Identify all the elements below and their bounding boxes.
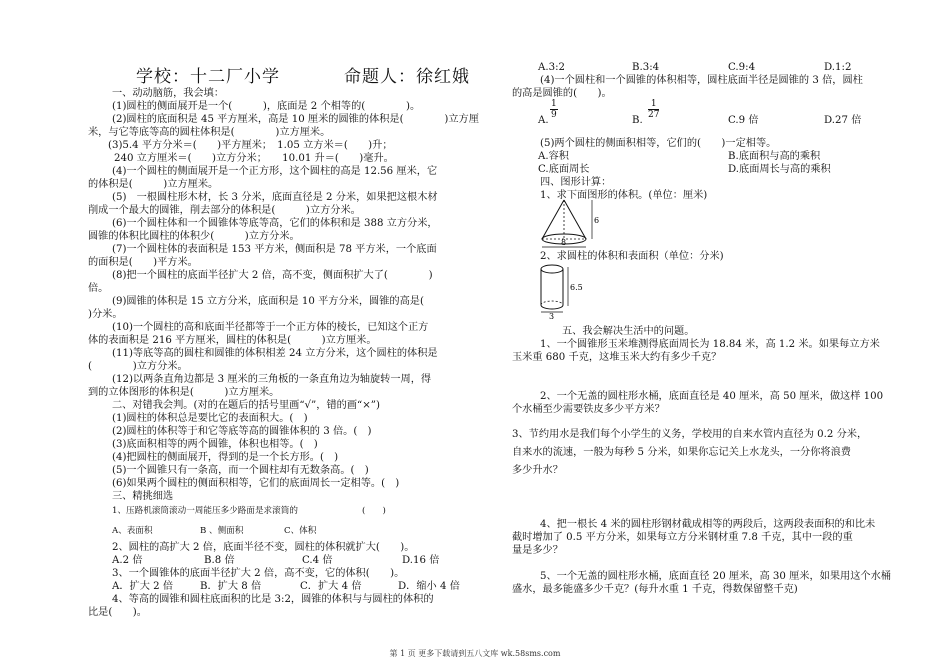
section-2-heading: 二、对错我会判。(对的在题后的括号里画“√”，错的画“×”) bbox=[112, 400, 380, 411]
fill-q12-line1: (12)以两条直角边都是 3 厘米的三角板的一条直角边为轴旋转一周，得 bbox=[112, 374, 432, 385]
fill-q6-line2: 圆锥的体积比圆柱的体积少( )立方分米。 bbox=[88, 231, 300, 242]
cone-figure bbox=[534, 198, 604, 250]
problem-1-line2: 玉米重 680 千克，这堆玉米大约有多少千克？ bbox=[512, 352, 722, 363]
problem-3-line1: 3、节约用水是我们每个小学生的义务，学校用的自来水管内直径为 0.2 分米， bbox=[512, 429, 868, 440]
choice-q4-option-b: B.3:4 bbox=[632, 62, 660, 73]
choice-q6-option-d: D.底面周长与高的乘积 bbox=[728, 164, 831, 175]
fill-q11-line1: (11)等底等高的圆柱和圆锥的体积相差 24 立方分米，这个圆柱的体积是 bbox=[112, 348, 438, 359]
choice-q5-option-a-fraction bbox=[550, 99, 558, 120]
choice-q3-option-a: A．扩大 2 倍 bbox=[112, 581, 174, 592]
section-4-heading: 四、图形计算： bbox=[540, 177, 612, 188]
choice-q6: (5)两个圆柱的侧面积相等，它们的( )一定相等。 bbox=[540, 138, 777, 149]
figure-q2: 2、求圆柱的体积和表面积（单位：分米) bbox=[540, 251, 724, 262]
fill-q2-line2: 米，与它等底等高的圆柱体积是( )立方厘米。 bbox=[88, 127, 331, 138]
choice-q5-option-b-fraction bbox=[648, 99, 659, 120]
choice-q2-option-b: B.8 倍 bbox=[204, 555, 235, 566]
fill-q5-line1: (5) 一根圆柱形木材，长 3 分米，底面直径是 2 分米，如果把这根木材 bbox=[112, 192, 438, 203]
choice-q4-option-c: C.9:4 bbox=[728, 62, 756, 73]
choice-q6-option-c: C.底面周长 bbox=[538, 164, 590, 175]
choice-q2: 2、圆柱的高扩大 2 倍，底面半径不变，圆柱的体积就扩大( )。 bbox=[112, 542, 415, 553]
choice-q1-option-b: B 、侧面积 bbox=[200, 526, 244, 536]
problem-2-line2: 个水桶至少需要铁皮多少平方米？ bbox=[512, 404, 665, 415]
choice-q3-option-c: C．扩大 4 倍 bbox=[300, 581, 362, 592]
fraction-numerator: 1 bbox=[648, 99, 659, 110]
fill-q1: (1)圆柱的侧面展开是一个( )，底面是 2 个相等的( )。 bbox=[112, 101, 421, 112]
fill-q10-line2: 体的表面积是 216 平方厘米，圆柱的体积是( )立方厘米。 bbox=[88, 335, 377, 346]
judge-q1: (1)圆柱的体积总是要比它的表面积大。( ) bbox=[112, 413, 308, 424]
section-3-heading: 三、精挑细选 bbox=[112, 491, 174, 502]
fill-q11-line2: ( )立方分米。 bbox=[88, 361, 188, 372]
fill-q4-line1: (4)一个圆柱的侧面展开是一个正方形，这个圆柱的高是 12.56 厘米，它 bbox=[112, 166, 438, 177]
fill-q9-line2: )分米。 bbox=[88, 309, 123, 320]
choice-q3: 3、一个圆锥体的底面半径扩大 2 倍，高不变，它的体积( )。 bbox=[112, 568, 405, 579]
problem-5-line1: 5、一个无盖的圆柱形水桶，底面直径 20 厘米，高 30 厘米，如果用这个水桶 bbox=[540, 571, 891, 582]
page-footer: 第 1 页 更多下载请到五八文库 wk.58sms.com bbox=[389, 649, 561, 658]
choice-q6-option-a: A.容积 bbox=[538, 151, 569, 162]
judge-q5: (5)一个圆锥只有一条高，而一个圆柱却有无数条高。( ) bbox=[112, 465, 369, 476]
problem-1-line1: 1、一个圆锥形玉米堆测得底面周长为 18.84 米，高 1.2 米。如果每立方米 bbox=[540, 339, 880, 350]
fill-q3-line1: (3)5.4 平方分米＝( )平方厘米； 1.05 立方米＝( )升； bbox=[108, 140, 393, 151]
judge-q6: (6)如果两个圆柱的侧面积相等，它们的底面周长一定相等。( ) bbox=[112, 478, 400, 489]
choice-q1-option-a: A、表面积 bbox=[112, 526, 153, 536]
fill-q6-line1: (6)一个圆柱体和一个圆锥体等底等高，它们的体积和是 388 立方分米， bbox=[112, 218, 438, 229]
choice-q1-paren: ( ) bbox=[362, 506, 386, 516]
fill-q2-line1: (2)圆柱的底面积是 45 平方厘米，高是 10 厘米的圆锥的体积是( )立方厘 bbox=[112, 114, 479, 125]
cylinder-diameter-label: 3 bbox=[549, 312, 555, 320]
choice-q1: 1、压路机滚筒滚动一周能压多少路面是求滚筒的 bbox=[112, 506, 298, 516]
cylinder-figure bbox=[534, 262, 584, 320]
problem-3-line3: 多少升水？ bbox=[512, 465, 563, 476]
figure-q1: 1、求下面图形的体积。(单位：厘米) bbox=[540, 190, 708, 201]
fill-q9-line1: (9)圆锥的体积是 15 立方分米，底面积是 10 平方分米，圆锥的高是( bbox=[112, 296, 424, 307]
fill-q4-line2: 的体积是( )立方厘米。 bbox=[88, 179, 219, 190]
fill-q8-line1: (8)把一个圆柱的底面半径扩大 2 倍，高不变，侧面积扩大了( ) bbox=[112, 270, 433, 281]
fraction-denominator: 9 bbox=[551, 110, 557, 120]
page-title: 学校：十二厂小学 命题人：徐红娥 bbox=[136, 67, 471, 87]
choice-q2-option-a: A.2 倍 bbox=[112, 555, 143, 566]
fill-q7-line1: (7)一个圆柱体的表面积是 153 平方米，侧面积是 78 平方米，一个底面 bbox=[112, 244, 437, 255]
fill-q12-line2: 到的立体图形的体积是( )立方厘米。 bbox=[88, 387, 280, 398]
fill-q3-line2: 240 立方厘米＝( )立方分米； 10.01 升＝( )毫升。 bbox=[114, 153, 394, 164]
choice-q2-option-d: D.16 倍 bbox=[402, 555, 440, 566]
choice-q3-option-b: B．扩大 8 倍 bbox=[200, 581, 262, 592]
choice-q5-option-a-label: A. bbox=[538, 115, 549, 126]
choice-q4-line2: 比是( )。 bbox=[88, 607, 147, 618]
cylinder-height-label: 6.5 bbox=[570, 283, 583, 292]
choice-q3-option-d: D．缩小 4 倍 bbox=[398, 581, 460, 592]
fraction-denominator: 27 bbox=[648, 110, 660, 120]
choice-q4-line1: 4、等高的圆锥和圆柱底面积的比是 3:2，圆锥的体积与与圆柱的体积的 bbox=[112, 594, 434, 605]
choice-q5-option-b-label: B. bbox=[632, 115, 643, 126]
problem-4-line3: 量是多少？ bbox=[512, 545, 563, 556]
problem-3-line2: 自来水的流速，一般为每秒 5 分米，如果你忘记关上水龙头，一分你将浪费 bbox=[512, 447, 851, 458]
choice-q4-option-a: A.3:2 bbox=[538, 62, 565, 73]
fill-q5-line2: 削成一个最大的圆锥，削去部分的体积是( )立方分米。 bbox=[88, 205, 361, 216]
fill-q10-line1: (10)一个圆柱的高和底面半径都等于一个正方体的棱长，已知这个正方 bbox=[112, 322, 429, 333]
choice-q1-option-c: C、体积 bbox=[284, 526, 317, 536]
problem-5-line2: 盛水，最多能盛多少千克？(每升水重 1 千克，得数保留整千克) bbox=[512, 584, 798, 595]
choice-q5-line1: (4)一个圆柱和一个圆锥的体积相等，圆柱底面半径是圆锥的 3 倍，圆柱 bbox=[540, 75, 863, 86]
cone-height-label: 6 bbox=[594, 216, 600, 225]
section-1-heading: 一、动动脑筋，我会填： bbox=[112, 88, 225, 99]
choice-q5-line2: 的高是圆锥的( )。 bbox=[512, 88, 612, 99]
choice-q6-option-b: B.底面积与高的乘积 bbox=[728, 151, 821, 162]
judge-q4: (4)把圆柱的侧面展开，得到的是一个长方形。( ) bbox=[112, 452, 339, 463]
choice-q4-option-d: D.1:2 bbox=[824, 62, 852, 73]
choice-q2-option-c: C.4 倍 bbox=[302, 555, 333, 566]
fraction-numerator: 1 bbox=[551, 99, 557, 109]
choice-q5-option-c: C.9 倍 bbox=[728, 115, 759, 126]
judge-q2: (2)圆柱的体积等于和它等底等高的圆锥体积的 3 倍。( ) bbox=[112, 426, 372, 437]
problem-2-line1: 2、一个无盖的圆柱形水桶，底面直径是 40 厘米，高 50 厘米，做这样 100 bbox=[540, 391, 884, 402]
section-5-heading: 五、我会解决生活中的问题。 bbox=[562, 326, 695, 337]
problem-4-line2: 截时增加了 0.5 平方分米，如果每立方分米钢材重 7.8 千克，其中一段的重 bbox=[512, 532, 853, 543]
choice-q5-option-d: D.27 倍 bbox=[824, 115, 862, 126]
fill-q8-line2: 倍。 bbox=[88, 283, 109, 294]
judge-q3: (3)底面积相等的两个圆锥，体积也相等。( ) bbox=[112, 439, 318, 450]
cone-diameter-label: 8 bbox=[561, 238, 567, 247]
problem-4-line1: 4、把一根长 4 米的圆柱形钢材截成相等的两段后，这两段表面积的和比未 bbox=[540, 519, 876, 530]
fill-q7-line2: 的面积是( )平方米。 bbox=[88, 257, 198, 268]
